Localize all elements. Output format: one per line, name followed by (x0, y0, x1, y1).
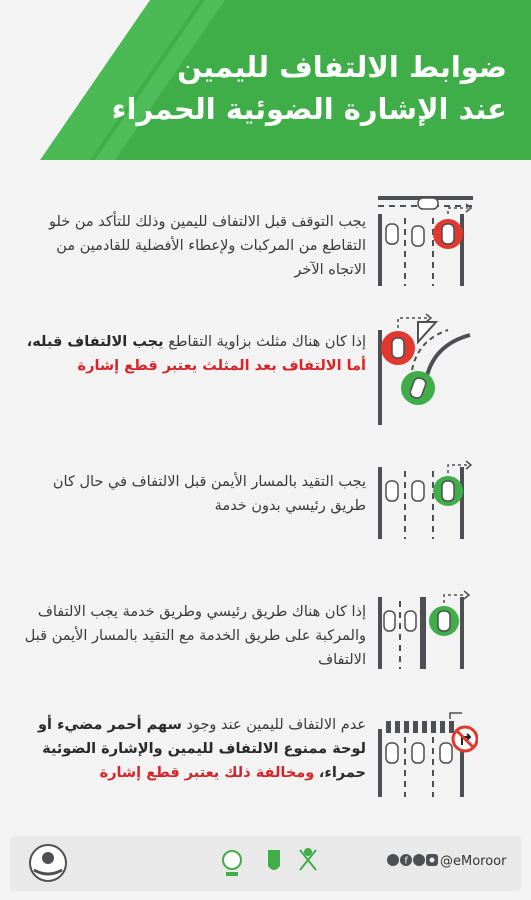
rule-5-illustration (378, 707, 478, 797)
rule-2-part3: أما الالتفاف بعد المثلث يعتبر قطع إشارة (77, 358, 366, 374)
title-line-2: عند الإشارة الضوئية الحمراء (111, 92, 507, 126)
rule-5-part2: سهم أحمر مضيء أو لوحة ممنوع الالتفاف لليمين والإشارة الضوئية حمراء، (38, 717, 366, 781)
snapchat-icon[interactable] (387, 854, 399, 866)
social-handle[interactable]: @eMoroor (440, 854, 507, 869)
rule-1-text: يجب التوقف قبل الالتفاف لليمين وذلك للتأكد من خلو التقاطع من المركبات ولإعطاء الأفضلية للقادمين من الاتجاه الآخر (49, 214, 366, 278)
moi-logo (268, 850, 280, 870)
rule-4-illustration (378, 589, 473, 669)
traffic-police-badge (30, 845, 66, 881)
no-right-turn-sign-icon (453, 727, 477, 751)
crosswalk (386, 721, 454, 733)
rule-2-text (20, 330, 366, 378)
rule-2-illustration (378, 310, 473, 425)
saudi-emblem (300, 848, 316, 870)
facebook-icon[interactable] (400, 854, 412, 867)
traffic-department-logo (223, 851, 241, 876)
rule-1 (0, 190, 531, 318)
footer (10, 836, 521, 891)
rule-2 (0, 310, 531, 438)
twitter-icon[interactable] (413, 854, 425, 866)
rule-3-illustration (378, 459, 473, 539)
rule-5-text (20, 713, 366, 785)
rule-1-illustration (378, 196, 473, 286)
instagram-icon[interactable] (426, 854, 438, 866)
rule-2-part2: يجب الالتفاف قبله، (26, 334, 164, 350)
rule-4 (0, 585, 531, 713)
title-line-1: ضوابط الالتفاف لليمين (177, 50, 507, 84)
rule-3-text: يجب التقيد بالمسار الأيمن قبل الالتفاف في حال كان طريق رئيسي بدون خدمة (52, 474, 366, 514)
svg-text:f: f (404, 856, 408, 867)
social-icons (387, 849, 439, 871)
header-banner (0, 0, 531, 160)
rule-5-part1: عدم الالتفاف لليمين عند وجود (186, 717, 366, 733)
rule-2-part1: إذا كان هناك مثلث بزاوية التقاطع (168, 334, 366, 350)
footer-logos (10, 836, 370, 891)
rule-5-part3: ومخالفة ذلك يعتبر قطع إشارة (99, 765, 315, 781)
rule-5 (0, 705, 531, 833)
rule-3 (0, 455, 531, 583)
page-title (87, 46, 507, 130)
rule-4-text: إذا كان هناك طريق رئيسي وطريق خدمة يجب الالتفاف والمركبة على طريق الخدمة مع التقيد بالمسار الأيمن قبل الالتفاف (24, 604, 366, 668)
